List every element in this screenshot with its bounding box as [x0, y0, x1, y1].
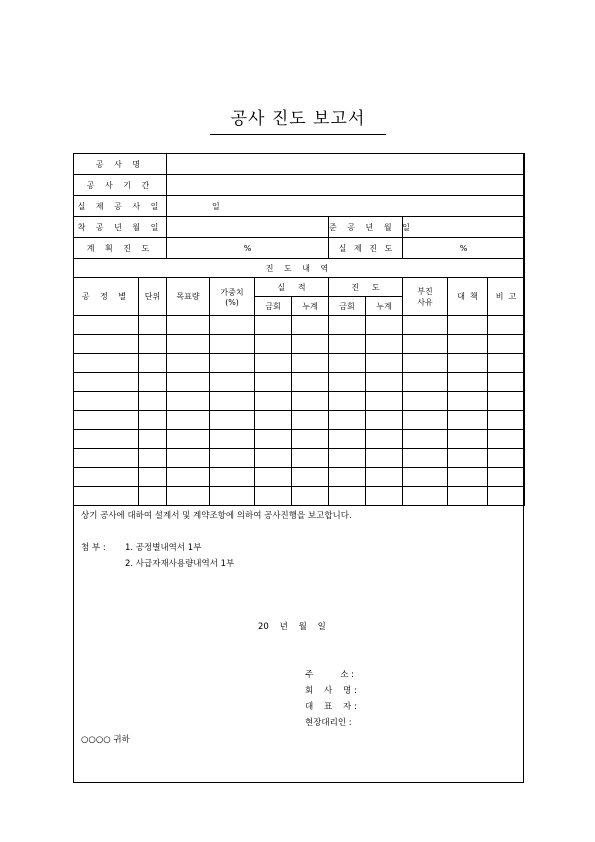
entry-cell[interactable]: [366, 449, 403, 468]
col-measure: 대 책: [448, 278, 488, 316]
entry-cell[interactable]: [403, 392, 448, 411]
entry-cell[interactable]: [403, 335, 448, 354]
entry-cell[interactable]: [403, 430, 448, 449]
entry-cell[interactable]: [74, 316, 139, 335]
entry-cell[interactable]: [488, 411, 525, 430]
entry-cell[interactable]: [74, 449, 139, 468]
entry-cell[interactable]: [403, 373, 448, 392]
col-weight-line2: (%): [225, 297, 239, 307]
report-form-table: [73, 153, 525, 506]
col-remarks: 비 고: [488, 278, 525, 316]
entry-cell[interactable]: [167, 316, 210, 335]
col-perf-cumulative: 누계: [292, 297, 329, 316]
entry-cell[interactable]: [167, 487, 210, 506]
entry-row: [74, 430, 525, 449]
entry-cell[interactable]: [292, 449, 329, 468]
entry-cell[interactable]: [255, 373, 292, 392]
entry-row: [74, 316, 525, 335]
entry-cell[interactable]: [255, 411, 292, 430]
entry-cell[interactable]: [448, 468, 488, 487]
entry-cell[interactable]: [292, 316, 329, 335]
entry-cell[interactable]: [366, 373, 403, 392]
entry-cell[interactable]: [255, 354, 292, 373]
entry-cell[interactable]: [329, 468, 366, 487]
signature-site-agent: 현장대리인 :: [305, 718, 352, 728]
period-label: 공 사 기 간: [74, 175, 167, 196]
entry-cell[interactable]: [488, 430, 525, 449]
actual-progress-label: 실 제 진 도: [329, 238, 403, 259]
entry-cell[interactable]: [210, 354, 255, 373]
planned-progress-field[interactable]: [167, 238, 329, 259]
entry-cell[interactable]: [255, 316, 292, 335]
entry-cell[interactable]: [167, 430, 210, 449]
entry-cell[interactable]: [139, 335, 167, 354]
col-weight: [210, 278, 255, 316]
entry-cell[interactable]: [255, 487, 292, 506]
entry-cell[interactable]: [366, 468, 403, 487]
entry-cell[interactable]: [403, 316, 448, 335]
entry-cell[interactable]: [292, 411, 329, 430]
col-target: 목표량: [167, 278, 210, 316]
entry-cell[interactable]: [366, 392, 403, 411]
entry-cell[interactable]: [292, 487, 329, 506]
actual-unit: %: [459, 243, 468, 253]
entry-cell[interactable]: [255, 335, 292, 354]
entry-cell[interactable]: [210, 430, 255, 449]
entry-cell[interactable]: [403, 354, 448, 373]
entry-cell[interactable]: [139, 316, 167, 335]
entry-cell[interactable]: [488, 335, 525, 354]
entry-cell[interactable]: [448, 335, 488, 354]
entry-cell[interactable]: [292, 430, 329, 449]
entry-cell[interactable]: [74, 411, 139, 430]
col-perf-this: 금회: [255, 297, 292, 316]
entry-cell[interactable]: [167, 354, 210, 373]
entry-row: [74, 373, 525, 392]
entry-cell[interactable]: [329, 487, 366, 506]
entry-row: [74, 411, 525, 430]
entry-cell[interactable]: [329, 449, 366, 468]
col-delay-line1: 부진: [417, 286, 433, 296]
entry-cell[interactable]: [366, 487, 403, 506]
col-prog-cumulative: 누계: [366, 297, 403, 316]
entry-cell[interactable]: [292, 354, 329, 373]
entry-cell[interactable]: [448, 411, 488, 430]
statement-text: 상기 공사에 대하여 설계서 및 계약조항에 의하여 공사진행을 보고합니다.: [81, 511, 352, 521]
entry-row: [74, 487, 525, 506]
entry-row: [74, 354, 525, 373]
entry-cell[interactable]: [366, 430, 403, 449]
entry-cell[interactable]: [292, 373, 329, 392]
actual-days-label: 실 제 공 사 일: [74, 196, 167, 217]
entry-cell[interactable]: [329, 335, 366, 354]
entry-cell[interactable]: [167, 449, 210, 468]
entry-cell[interactable]: [139, 373, 167, 392]
signature-address: 주 소 :: [305, 670, 355, 680]
entry-cell[interactable]: [448, 449, 488, 468]
entry-cell[interactable]: [74, 468, 139, 487]
entry-cell[interactable]: [448, 373, 488, 392]
planned-progress-label: 계 획 진 도: [74, 238, 167, 259]
col-delay-line2: 사유: [417, 297, 433, 307]
period-field[interactable]: [167, 175, 525, 196]
entry-cell[interactable]: [329, 316, 366, 335]
entry-cell[interactable]: [488, 468, 525, 487]
entry-cell[interactable]: [167, 392, 210, 411]
entry-cell[interactable]: [366, 411, 403, 430]
entry-cell[interactable]: [139, 411, 167, 430]
actual-progress-field[interactable]: [403, 238, 525, 259]
entry-row: [74, 449, 525, 468]
entry-cell[interactable]: [366, 316, 403, 335]
col-unit: 단위: [139, 278, 167, 316]
entry-cell[interactable]: [210, 335, 255, 354]
entry-cell[interactable]: [167, 335, 210, 354]
entry-cell[interactable]: [292, 468, 329, 487]
entry-cell[interactable]: [139, 487, 167, 506]
attachment-item-1: 1. 공정별내역서 1부: [125, 543, 202, 553]
start-date-field[interactable]: [167, 217, 329, 238]
entry-cell[interactable]: [74, 487, 139, 506]
entry-cell[interactable]: [255, 468, 292, 487]
project-name-label: 공 사 명: [74, 154, 167, 175]
completion-date-field[interactable]: [403, 217, 525, 238]
entry-cell[interactable]: [488, 316, 525, 335]
entry-cell[interactable]: [488, 392, 525, 411]
attachments-label: 첨 부 :: [81, 543, 106, 553]
entry-cell[interactable]: [210, 392, 255, 411]
signature-representative: 대 표 자 :: [305, 702, 357, 712]
entry-cell[interactable]: [139, 430, 167, 449]
entry-cell[interactable]: [366, 354, 403, 373]
col-performance: 실 적: [255, 278, 329, 297]
entry-cell[interactable]: [210, 449, 255, 468]
entry-cell[interactable]: [403, 449, 448, 468]
entry-cell[interactable]: [74, 354, 139, 373]
entry-cell[interactable]: [74, 430, 139, 449]
entry-cell[interactable]: [210, 373, 255, 392]
entry-cell[interactable]: [329, 373, 366, 392]
col-weight-line1: 가중치: [220, 287, 244, 297]
entry-cell[interactable]: [139, 468, 167, 487]
progress-section-title: 진 도 내 역: [74, 259, 525, 278]
entry-cell[interactable]: [139, 354, 167, 373]
entry-cell[interactable]: [448, 316, 488, 335]
entry-cell[interactable]: [488, 373, 525, 392]
entry-cell[interactable]: [488, 487, 525, 506]
entry-cell[interactable]: [329, 430, 366, 449]
completion-date-label: 준 공 년 월 일: [329, 217, 403, 238]
col-prog-this: 금회: [329, 297, 366, 316]
entry-row: [74, 392, 525, 411]
col-progress: 진 도: [329, 278, 403, 297]
entry-cell[interactable]: [329, 354, 366, 373]
entry-cell[interactable]: [74, 392, 139, 411]
entry-cell[interactable]: [488, 354, 525, 373]
entry-cell[interactable]: [167, 411, 210, 430]
entry-cell[interactable]: [403, 468, 448, 487]
entry-cell[interactable]: [403, 411, 448, 430]
entry-cell[interactable]: [403, 487, 448, 506]
col-delay: [403, 278, 448, 316]
project-name-field[interactable]: [167, 154, 525, 175]
addressee: ○○○○ 귀하: [81, 735, 130, 745]
entry-cell[interactable]: [139, 449, 167, 468]
actual-days-unit: 일: [212, 201, 220, 211]
entry-cell[interactable]: [448, 392, 488, 411]
entry-cell[interactable]: [448, 430, 488, 449]
entry-cell[interactable]: [488, 449, 525, 468]
start-date-label: 착 공 년 월 일: [74, 217, 167, 238]
signature-company: 회 사 명 :: [305, 686, 357, 696]
actual-days-field[interactable]: [167, 196, 525, 217]
planned-unit: %: [243, 243, 252, 253]
entry-cell[interactable]: [255, 430, 292, 449]
entry-cell[interactable]: [139, 392, 167, 411]
date-line: 20 년 월 일: [258, 622, 326, 632]
entry-cell[interactable]: [74, 373, 139, 392]
entry-cell[interactable]: [255, 392, 292, 411]
attachment-item-2: 2. 사급자재사용량내역서 1부: [125, 559, 235, 569]
entry-cell[interactable]: [329, 411, 366, 430]
entry-row: [74, 335, 525, 354]
entry-cell[interactable]: [210, 411, 255, 430]
entry-rows: [74, 316, 525, 506]
entry-cell[interactable]: [292, 335, 329, 354]
entry-cell[interactable]: [74, 335, 139, 354]
entry-cell[interactable]: [167, 468, 210, 487]
entry-cell[interactable]: [448, 354, 488, 373]
document-title: 공사 진도 보고서: [210, 104, 386, 135]
entry-cell[interactable]: [210, 316, 255, 335]
entry-cell[interactable]: [255, 449, 292, 468]
entry-cell[interactable]: [210, 487, 255, 506]
entry-cell[interactable]: [210, 468, 255, 487]
entry-cell[interactable]: [292, 392, 329, 411]
entry-cell[interactable]: [329, 392, 366, 411]
entry-cell[interactable]: [366, 335, 403, 354]
entry-cell[interactable]: [448, 487, 488, 506]
col-process: 공 정 별: [74, 278, 139, 316]
entry-row: [74, 468, 525, 487]
entry-cell[interactable]: [167, 373, 210, 392]
